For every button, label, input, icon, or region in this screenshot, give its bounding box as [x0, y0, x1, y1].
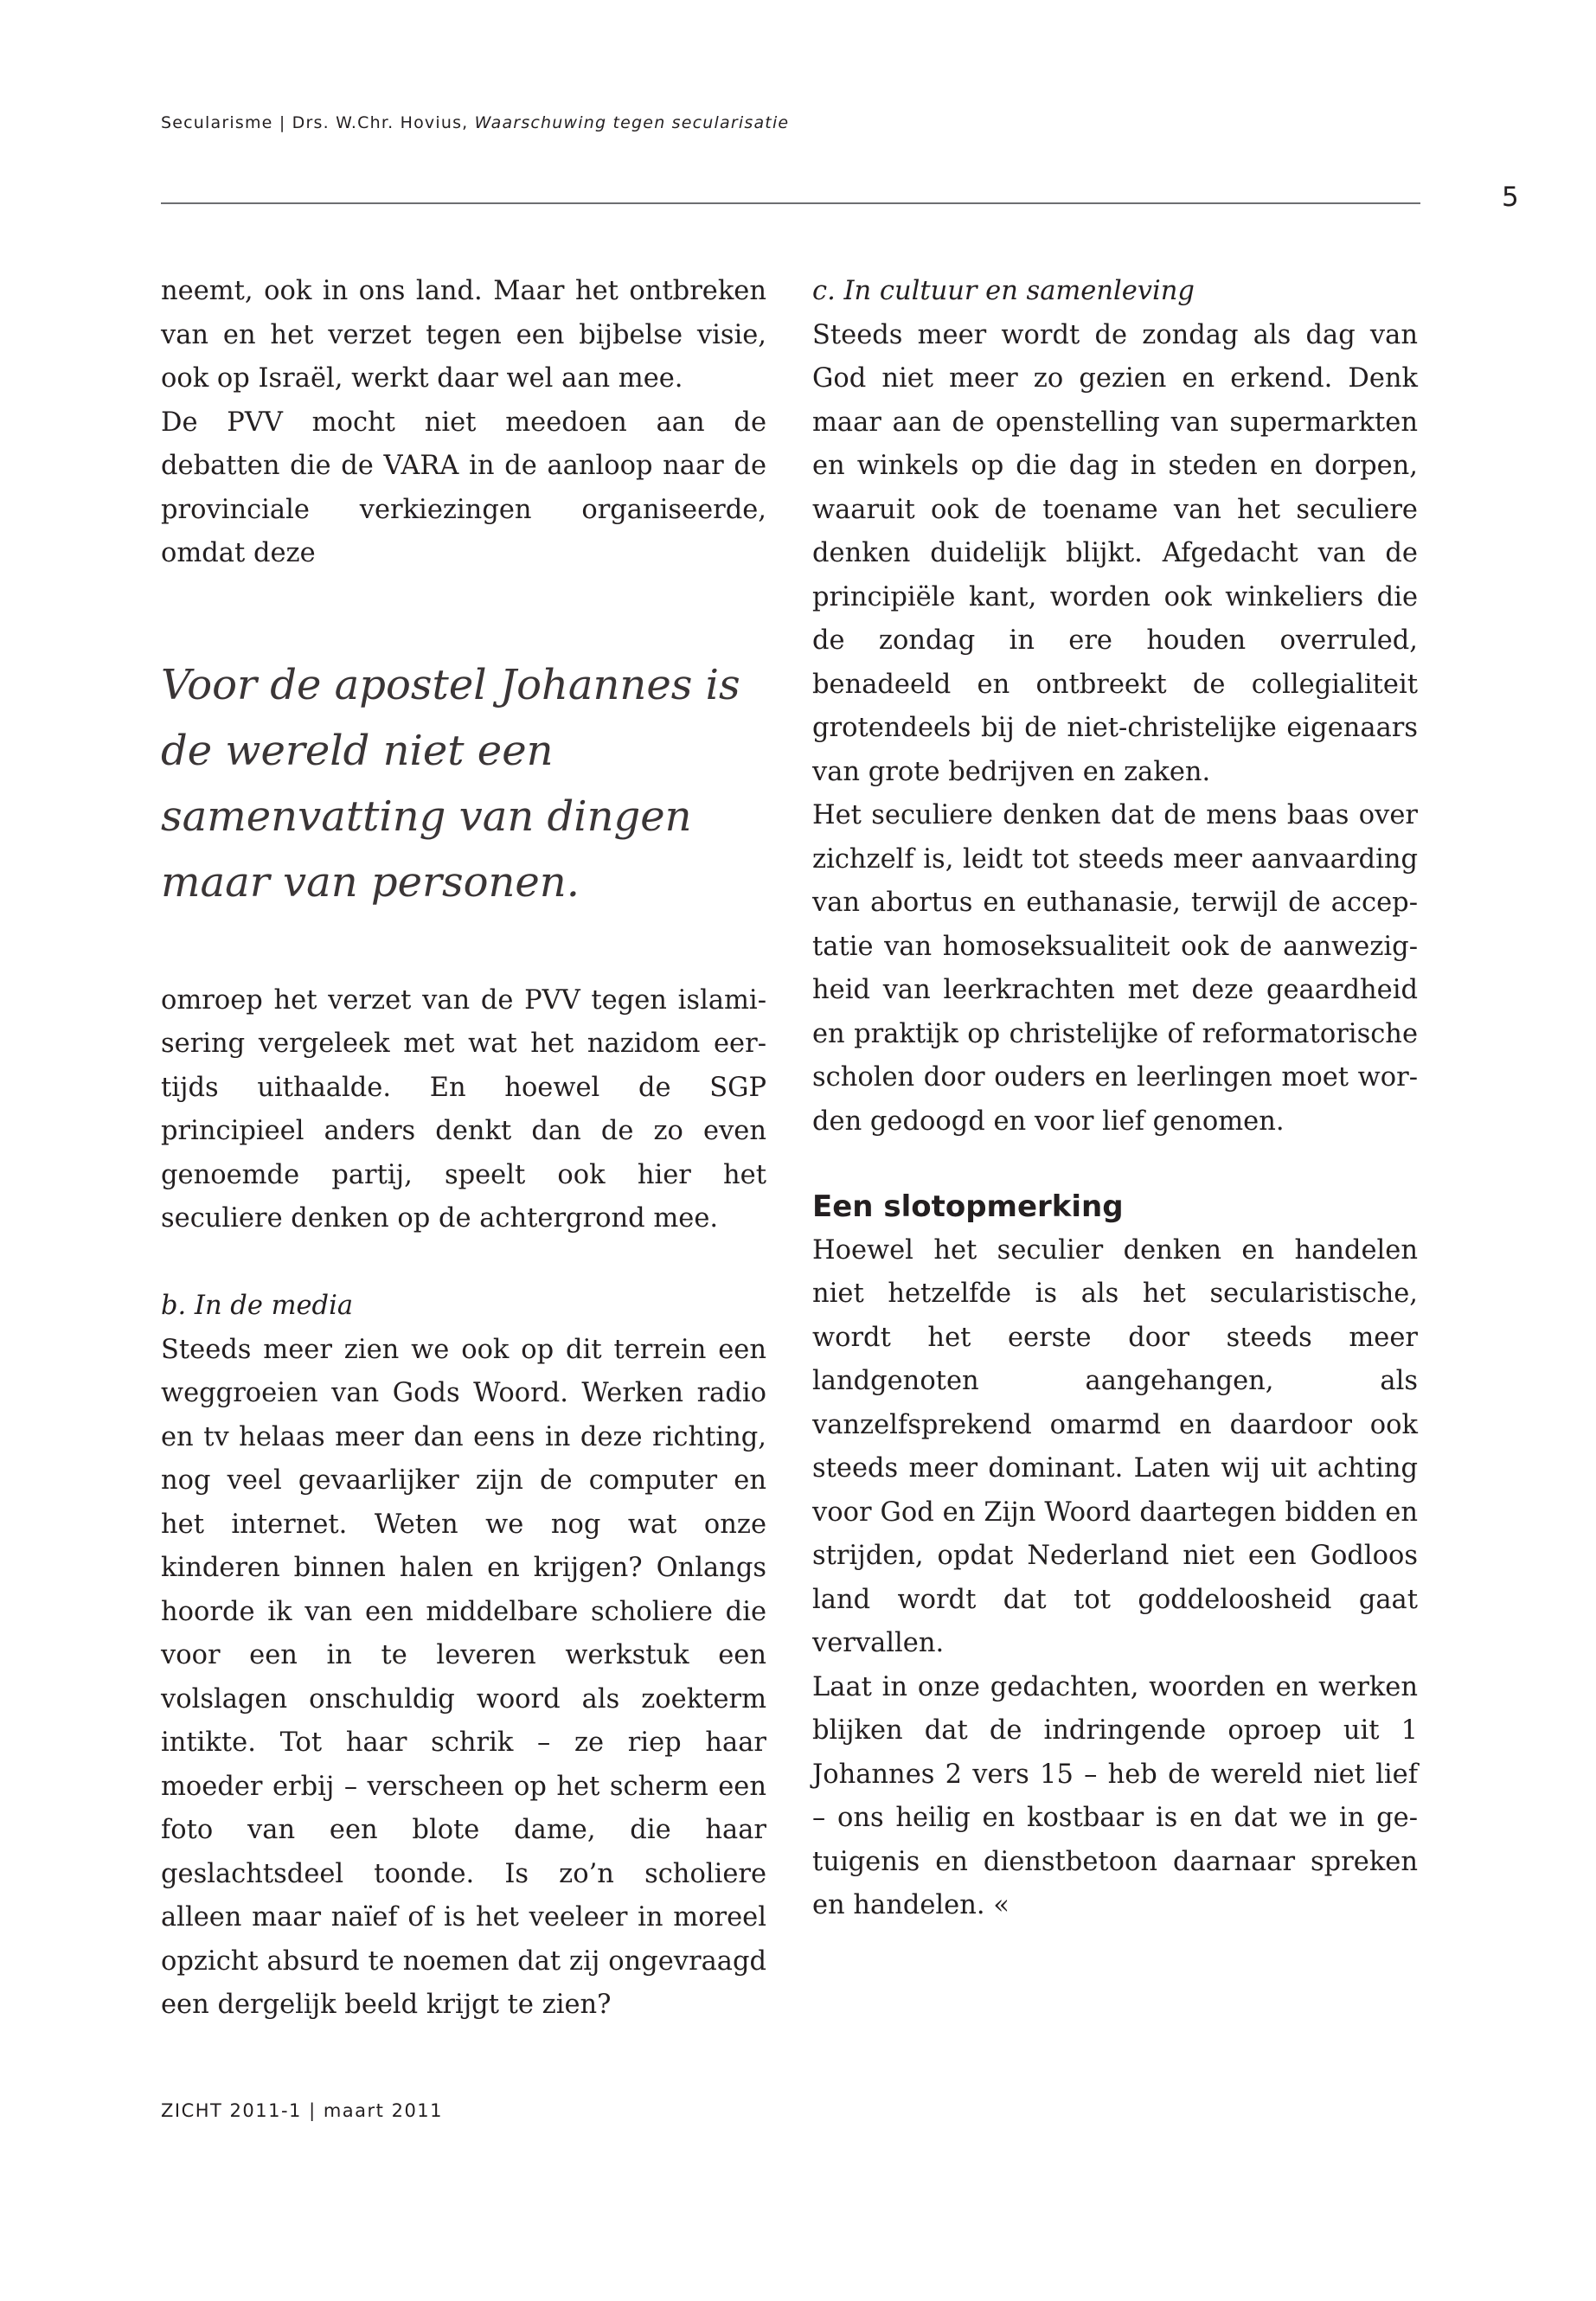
left-paragraph-1: neemt, ook in ons land. Maar het ontbreken van en het verzet tegen een bijbelse visie, ook op Israël, werkt daar wel aan mee.: [161, 276, 766, 394]
footer-issue: ZICHT 2011-1 | maart 2011: [161, 2100, 444, 2121]
section-heading: Een slotopmerking: [812, 1189, 1124, 1224]
right-column: [812, 270, 1418, 1928]
right-paragraph-1: Steeds meer wordt de zondag als dag van God niet meer zo gezien en erkend. Denk maar aan de openstelling van supermarkten en winkels op die dag in steden en dorpen, waaruit ook de toename van het seculiere denken duidelijk blijkt. Afgedacht van de principiële kant, worden ook winkeliers die de zondag in ere houden overruled, benadeeld en ontbreekt de collegialiteit grotendeels bij de niet-christelijke eigenaars van grote bedrijven en zaken.: [812, 319, 1418, 787]
running-header: [161, 113, 789, 132]
subhead-media: b. In de media: [161, 1291, 354, 1321]
spacer: [161, 1241, 766, 1285]
header-author: Drs. W.Chr. Hovius,: [292, 113, 469, 132]
page-number: 5: [1502, 182, 1519, 213]
header-rule: [161, 202, 1420, 204]
left-paragraph-2: De PVV mocht niet meedoen aan de debatten die de VARA in de aanloop naar de provinciale verkiezingen organiseerde, omdat deze: [161, 407, 766, 568]
pull-quote: Voor de apostel Johannes is de wereld niet een samenvatting van dingen maar van personen.: [161, 660, 740, 907]
right-paragraph-3: Hoewel het seculier denken en handelen niet hetzelfde is als het secularistische, wordt het eerste door steeds meer landgenoten aangehangen, als vanzelfsprekend omarmd en daardoor ook steeds meer dominant. Laten wij uit achting voor God en Zijn Woord daartegen bidden en strijden, opdat Nederland niet een Godloos land wordt dat tot goddeloosheid gaat vervallen.: [812, 1234, 1418, 1658]
subhead-culture: c. In cultuur en samenleving: [812, 276, 1195, 306]
header-separator: |: [279, 113, 286, 132]
right-paragraph-4: Laat in onze gedachten, woorden en werken blijken dat de indringende oproep uit 1 Johannes 2 vers 15 – heb de wereld niet lief – ons heilig en kostbaar is en dat we in getuigenis en dienstbetoon daarnaar spreken en handelen. «: [812, 1671, 1418, 1920]
left-paragraph-3: omroep het verzet van de PVV tegen islamisering vergeleek met wat het nazidom eertijds uithaalde. En hoewel de SGP principieel anders denkt dan de zo even genoemde partij, speelt ook hier het seculiere denken op de achtergrond mee.: [161, 984, 766, 1234]
left-column: [161, 270, 766, 2028]
right-paragraph-2: Het seculiere denken dat de mens baas over zichzelf is, leidt tot steeds meer aanvaarding van abortus en euthanasie, terwijl de acceptatie van homoseksualiteit ook de aanwezigheid van leerkrachten met deze geaardheid en praktijk op christelijke of reformatorische scholen door ouders en leerlingen moet worden gedoogd en voor lief genomen.: [812, 800, 1418, 1137]
header-section: Secularisme: [161, 113, 273, 132]
left-paragraph-4: Steeds meer zien we ook op dit terrein een weggroeien van Gods Woord. Werken radio en tv helaas meer dan eens in deze richting, nog veel gevaarlijker zijn de computer en het internet. Weten we nog wat onze kinderen binnen halen en krijgen? Onlangs hoorde ik van een middelbare scholiere die voor een in te leveren werkstuk een volslagen onschuldig woord als zoekterm intikte. Tot haar schrik – ze riep haar moeder erbij – verscheen op het scherm een foto van een blote dame, die haar geslachtsdeel toonde. Is zo’n scholiere alleen maar naïef of is het veeleer in moreel opzicht absurd te noemen dat zij ongevraagd een dergelijk beeld krijgt te zien?: [161, 1334, 766, 2020]
header-article-title: Waarschuwing tegen secularisatie: [474, 113, 790, 132]
